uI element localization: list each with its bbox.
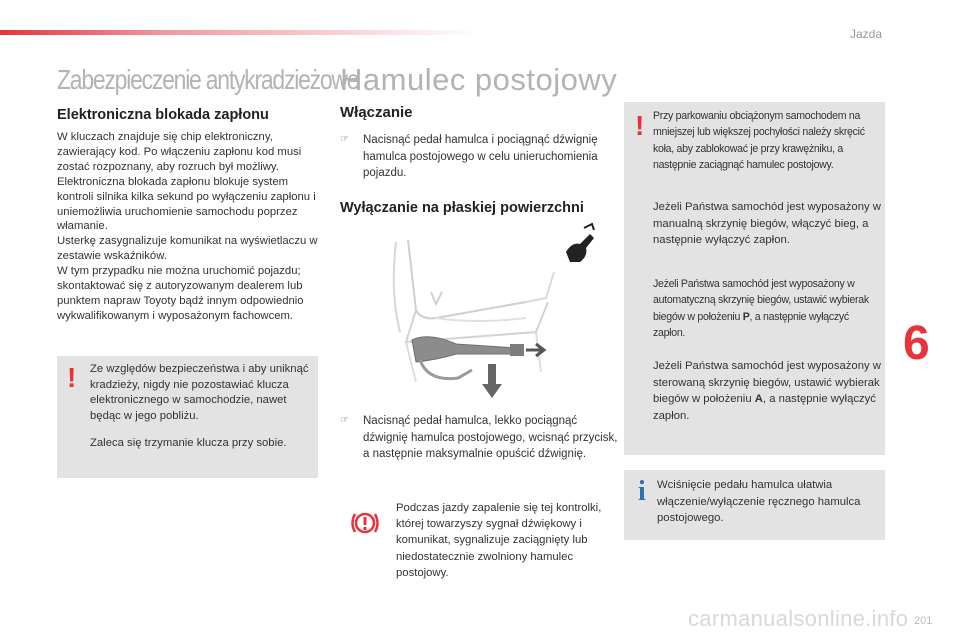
heading-releasing: Wyłączanie na płaskiej powierzchni bbox=[340, 200, 584, 216]
immobiliser-body-text: W kluczach znajduje się chip elektroniczny, zawierający kod. Po włączeniu zapłonu kod musi zostać rozpoznany, aby rozruch był możliwy. Elektroniczna blokada zapłonu blokuje system kontroli silnika kilka sekund po wyłączeniu zapłonu i uniemożliwia uruchomienie samochodu poprzez włamanie. Usterkę zasygnalizuje komunikat na wyświetlaczu w zestawie wskaźników. W tym przypadku nie można uruchomić pojazdu; skontaktować się z autoryzowanym dealerem lub punktem napraw Toyoty bądź innym odpowiednio wykwalifikowanym i wyposażonym fachowcem. bbox=[57, 131, 318, 322]
bullet-arrow-icon: ☞ bbox=[340, 134, 349, 145]
hand-release-icon bbox=[562, 222, 596, 266]
info-icon: i bbox=[638, 476, 646, 507]
warning-text bbox=[90, 362, 314, 464]
info-box bbox=[624, 470, 885, 540]
brake-warning-light-icon bbox=[350, 508, 380, 538]
section-title-antitheft: Zabezpieczenie antykradzieżowe bbox=[57, 64, 359, 95]
bullet-arrow-icon: ☞ bbox=[340, 415, 349, 426]
right-paragraph-automatic bbox=[653, 276, 883, 341]
warning-box-key bbox=[57, 356, 318, 478]
warning-exclamation-icon: ! bbox=[67, 362, 77, 393]
top-accent-bar bbox=[0, 30, 480, 35]
heading-engaging: Włączanie bbox=[340, 104, 413, 121]
right-paragraph-slope: Przy parkowaniu obciążonym samochodem na mniejszej lub większej pochyłości należy skręcić koła, aby zablokować je przy krawężniku, a następnie zaciągnąć hamulec postojowy. bbox=[653, 110, 865, 171]
chapter-number: 6 bbox=[903, 317, 930, 370]
bullet-engaging bbox=[340, 132, 610, 184]
robotised-text-b: , a następnie wyłączyć zapłon. bbox=[653, 393, 876, 422]
right-paragraph-manual: Jeżeli Państwa samochód jest wyposażony w manualną skrzynię biegów, włączyć bieg, a następnie wyłączyć zapłon. bbox=[653, 201, 881, 246]
gear-a-label: A bbox=[754, 393, 763, 405]
watermark: carmanualsonline.info bbox=[688, 606, 909, 631]
right-warning-box bbox=[624, 102, 885, 455]
chapter-label: Jazda bbox=[849, 27, 882, 41]
info-text: Wciśnięcie pedału hamulca ułatwia włączenie/wyłączenie ręcznego hamulca postojowego. bbox=[657, 479, 861, 524]
bullet-releasing bbox=[340, 413, 620, 483]
warning-paragraph-1: Ze względów bezpieczeństwa i aby uniknąć kradzieży, nigdy nie pozostawiać klucza elektronicznego w samochodzie, nawet będąc w jego pobliżu. bbox=[90, 363, 309, 422]
heading-immobiliser: Elektroniczna blokada zapłonu bbox=[57, 107, 269, 123]
gear-p-label: P bbox=[742, 310, 750, 323]
page-number: 201 bbox=[914, 615, 933, 627]
warning-paragraph-2: Zaleca się trzymanie klucza przy sobie. bbox=[90, 437, 287, 449]
parking-brake-illustration bbox=[376, 232, 571, 404]
automatic-text-a: Jeżeli Państwa samochód jest wyposażony w automatyczną skrzynię biegów, ustawić wybierak biegów w położeniu bbox=[653, 278, 869, 323]
robotised-text-a: Jeżeli Państwa samochód jest wyposażony w sterowaną skrzynię biegów, ustawić wybierak biegów w położeniu bbox=[653, 360, 881, 405]
right-paragraph-robotised bbox=[653, 358, 883, 424]
bullet-engaging-text: Nacisnąć pedał hamulca i pociągnąć dźwignię hamulca postojowego w celu unieruchomienia pojazdu. bbox=[363, 134, 598, 179]
warning-light-text: Podczas jazdy zapalenie się tej kontrolki, której towarzyszy sygnał dźwiękowy i komunikat, sygnalizuje zaciągnięty lub niedostatecznie zwolniony hamulec postojowy. bbox=[396, 502, 602, 579]
section-title-parking-brake: Hamulec postojowy bbox=[340, 62, 618, 97]
bullet-releasing-text: Nacisnąć pedał hamulca, lekko pociągnąć dźwignię hamulca postojowego, wcisnąć przycisk, a następnie maksymalnie opuścić dźwignię. bbox=[363, 415, 618, 460]
automatic-text-b: , a następnie wyłączyć zapłon. bbox=[653, 310, 849, 339]
warning-exclamation-icon: ! bbox=[635, 110, 645, 141]
